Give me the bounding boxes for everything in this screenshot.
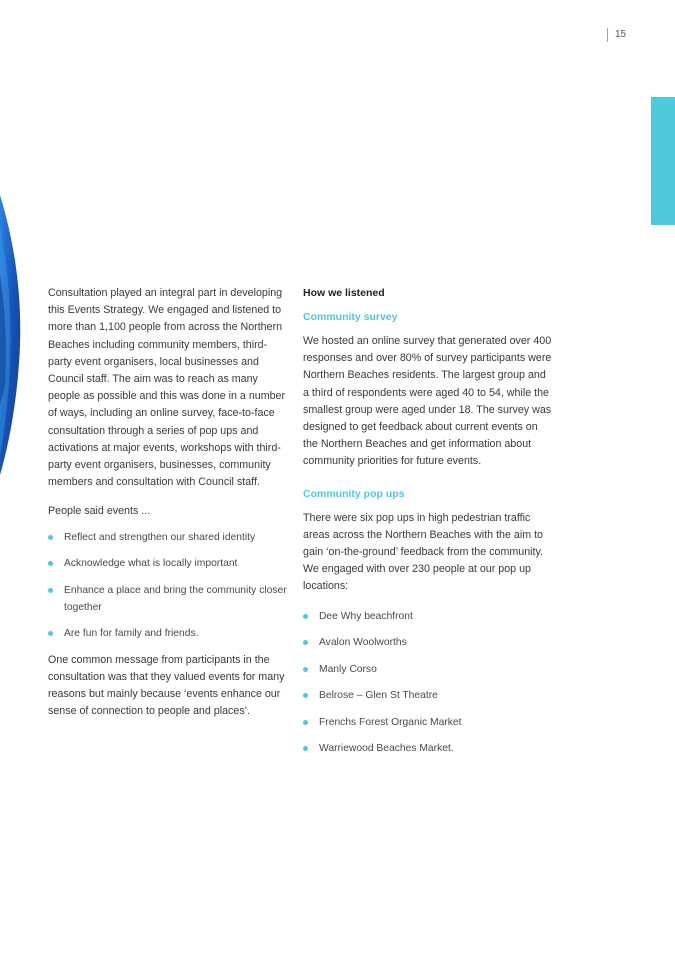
bullet-icon xyxy=(303,614,308,619)
bullet-icon xyxy=(303,746,308,751)
survey-heading: Community survey xyxy=(303,311,398,323)
bullet-icon xyxy=(48,588,53,593)
popup-locations-list xyxy=(303,608,553,758)
list-item: Acknowledge what is locally important xyxy=(48,555,290,572)
list-item: Dee Why beachfront xyxy=(303,608,553,625)
bullet-icon xyxy=(303,720,308,725)
bullet-icon xyxy=(48,631,53,636)
section-tab xyxy=(651,97,675,225)
popups-paragraph: There were six pop ups in high pedestrian traffic areas across the Northern Beaches with the aim to gain ‘on-the-ground’ feedback from the community. We engaged with over 230 people at our pop up locations: xyxy=(303,511,543,593)
right-column xyxy=(303,285,553,767)
events-bullet-list xyxy=(48,529,290,643)
closing-paragraph: One common message from participants in the consultation was that they valued events for many reasons but mainly because ‘events enhance our sense of connection to people and places’. xyxy=(48,653,285,718)
events-lead-text: People said events ... xyxy=(48,505,151,518)
section-heading: How we listened xyxy=(303,287,385,299)
list-item: Warriewood Beaches Market. xyxy=(303,740,553,757)
list-item: Enhance a place and bring the community closer together xyxy=(48,582,290,616)
page-number-divider xyxy=(607,28,608,42)
page-number: 15 xyxy=(615,29,627,40)
bullet-icon xyxy=(303,693,308,698)
list-item: Avalon Woolworths xyxy=(303,634,553,651)
intro-paragraph: Consultation played an integral part in developing this Events Strategy. We engaged and listened to more than 1,100 people from across the Northern Beaches including community members, third-party event organisers, local businesses and Council staff. The aim was to reach as many people as possible and this was done in a number of ways, including an online survey, face-to-face consultation through a series of pop ups and activations at major events, workshops with third-party event organisers, businesses, community members and consultation with Council staff. xyxy=(48,287,286,489)
left-column xyxy=(48,285,290,720)
popups-heading: Community pop ups xyxy=(303,487,405,500)
bullet-icon xyxy=(303,640,308,645)
survey-paragraph: We hosted an online survey that generated over 400 responses and over 80% of survey participants were Northern Beaches residents. The largest group and a third of respondents were aged 40 to 54, while the smallest group were aged under 18. The survey was designed to get feedback about current events on the Northern Beaches and get information about community priorities for future events. xyxy=(303,335,552,468)
bullet-icon xyxy=(48,561,53,566)
list-item: Are fun for family and friends. xyxy=(48,625,290,642)
list-item: Frenchs Forest Organic Market xyxy=(303,714,553,731)
bullet-icon xyxy=(48,535,53,540)
decorative-edge-graphic xyxy=(0,195,30,485)
bullet-icon xyxy=(303,667,308,672)
list-item: Belrose – Glen St Theatre xyxy=(303,687,553,704)
list-item: Manly Corso xyxy=(303,661,553,678)
list-item: Reflect and strengthen our shared identity xyxy=(48,529,290,546)
